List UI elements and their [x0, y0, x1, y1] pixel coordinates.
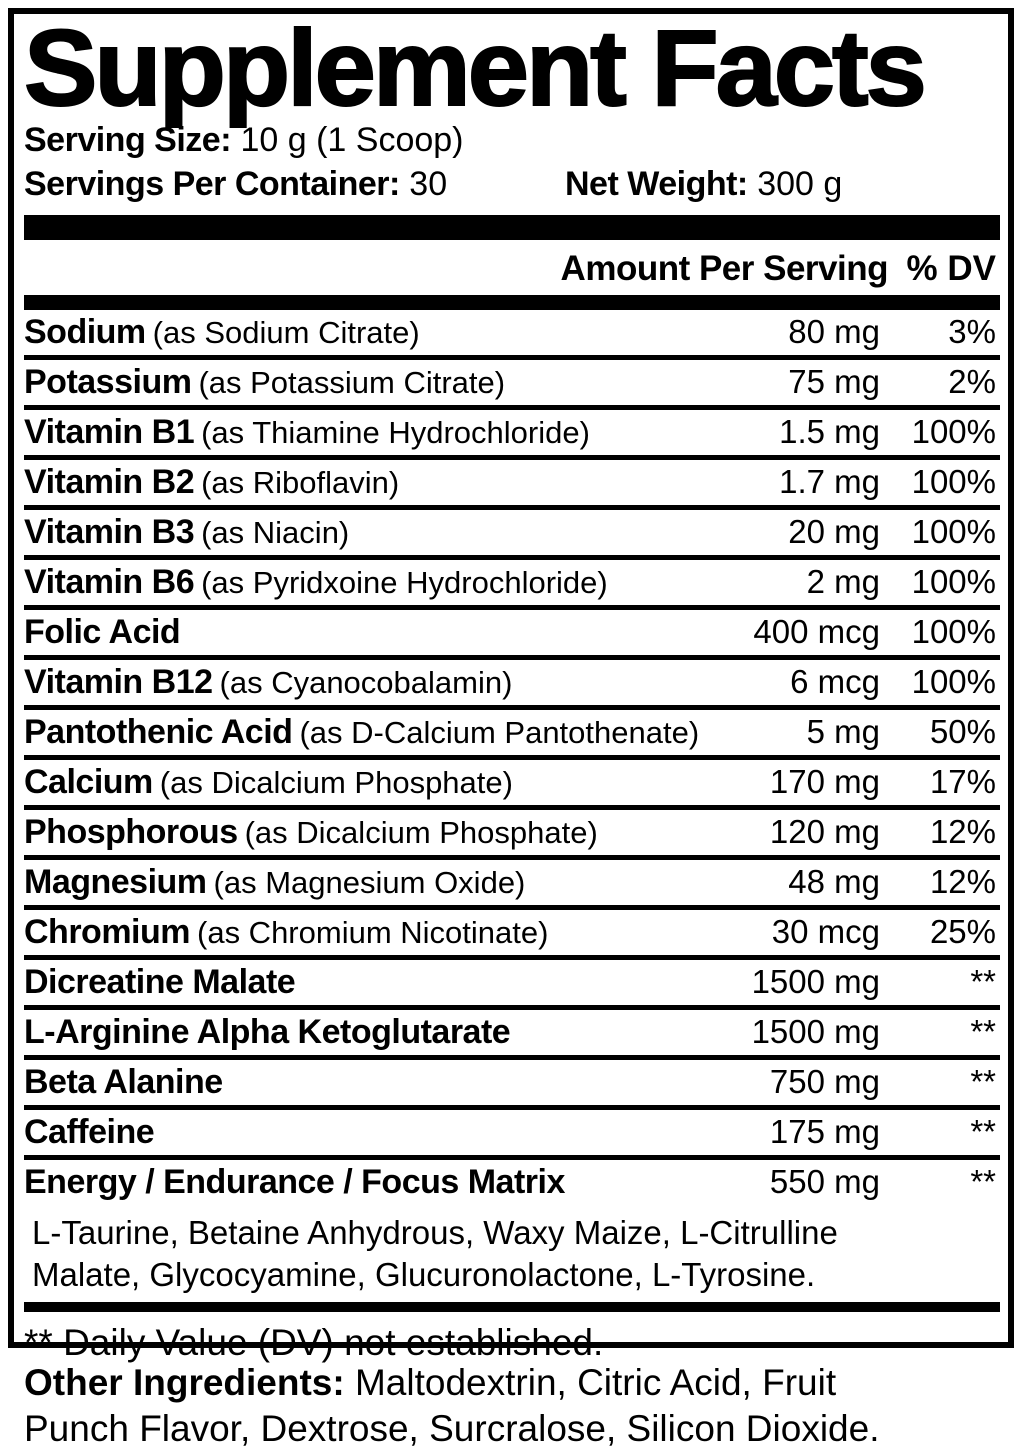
- nutrient-amount-cell: 1500 mg: [751, 1013, 880, 1050]
- nutrient-amount-cell: 170 mg: [769, 763, 880, 800]
- table-row: [24, 610, 1000, 660]
- nutrient-dv-cell: 17%: [929, 763, 996, 800]
- amount-per-serving-header: Amount Per Serving: [560, 249, 888, 288]
- nutrient-amount-cell: 750 mg: [769, 1063, 880, 1100]
- nutrient-name-cell: Calcium (as Dicalcium Phosphate): [24, 763, 513, 801]
- nutrient-name-cell: Vitamin B1 (as Thiamine Hydrochloride): [24, 413, 590, 451]
- servings-net-weight-line: [24, 162, 1000, 206]
- nutrient-name-cell: Vitamin B3 (as Niacin): [24, 513, 350, 551]
- other-ingredients: [24, 1360, 944, 1452]
- nutrient-dv-cell: **: [970, 1013, 996, 1050]
- nutrient-name-cell: Phosphorous (as Dicalcium Phosphate): [24, 813, 598, 851]
- table-row: [24, 360, 1000, 410]
- nutrient-name-cell: Vitamin B6 (as Pyridxoine Hydrochloride): [24, 563, 608, 601]
- nutrient-dv-cell: **: [970, 1163, 996, 1200]
- table-row: [24, 910, 1000, 960]
- nutrient-amount-cell: 550 mg: [769, 1163, 880, 1200]
- nutrient-name-cell: Folic Acid: [24, 613, 181, 651]
- nutrient-amount-cell: 6 mcg: [790, 663, 880, 700]
- table-row: [24, 810, 1000, 860]
- nutrient-rows: [24, 310, 1000, 1210]
- nutrient-dv-cell: 100%: [911, 563, 996, 600]
- net-weight-label: Net Weight:: [565, 165, 748, 203]
- net-weight-value: 300 g: [757, 165, 843, 203]
- table-row: [24, 1010, 1000, 1060]
- nutrient-dv-cell: **: [970, 1063, 996, 1100]
- label-title: Supplement Facts: [24, 7, 924, 128]
- divider-thick-bottom: [24, 1302, 1000, 1312]
- servings-per-container-label: Servings Per Container:: [24, 165, 400, 203]
- divider-thick-top: [24, 215, 1000, 240]
- table-header: [24, 240, 1000, 295]
- nutrient-name-cell: Vitamin B2 (as Riboflavin): [24, 463, 400, 501]
- divider-thick-header: [24, 295, 1000, 310]
- nutrient-amount-cell: 48 mg: [788, 863, 880, 900]
- nutrient-name-cell: Energy / Endurance / Focus Matrix: [24, 1163, 565, 1201]
- nutrient-dv-cell: 25%: [929, 913, 996, 950]
- nutrient-name-cell: Caffeine: [24, 1113, 155, 1151]
- daily-value-footnote: ** Daily Value (DV) not established.: [24, 1322, 604, 1363]
- nutrient-dv-cell: 2%: [948, 363, 996, 400]
- nutrient-name-cell: Dicreatine Malate: [24, 963, 296, 1001]
- nutrient-amount-cell: 20 mg: [788, 513, 880, 550]
- nutrient-dv-cell: 12%: [929, 813, 996, 850]
- table-row: [24, 710, 1000, 760]
- table-row: [24, 860, 1000, 910]
- nutrient-amount-cell: 1.7 mg: [779, 463, 880, 500]
- table-row: [24, 960, 1000, 1010]
- table-row: [24, 310, 1000, 360]
- nutrient-dv-cell: 100%: [911, 413, 996, 450]
- nutrient-amount-cell: 400 mcg: [753, 613, 880, 650]
- nutrient-amount-cell: 30 mcg: [771, 913, 880, 950]
- nutrient-name-cell: Vitamin B12 (as Cyanocobalamin): [24, 663, 513, 701]
- nutrient-dv-cell: 12%: [929, 863, 996, 900]
- nutrient-name-cell: Magnesium (as Magnesium Oxide): [24, 863, 526, 901]
- nutrient-name-cell: Pantothenic Acid (as D-Calcium Pantothenate): [24, 713, 700, 751]
- nutrient-amount-cell: 75 mg: [788, 363, 880, 400]
- table-row: [24, 760, 1000, 810]
- servings-per-container-value: 30: [409, 165, 448, 203]
- table-row: [24, 410, 1000, 460]
- nutrient-dv-cell: **: [970, 1113, 996, 1150]
- table-row: [24, 1060, 1000, 1110]
- table-row: [24, 560, 1000, 610]
- nutrient-name-cell: Chromium (as Chromium Nicotinate): [24, 913, 549, 951]
- table-row: [24, 460, 1000, 510]
- serving-size-value: 10 g (1 Scoop): [240, 121, 464, 159]
- percent-dv-header: % DV: [906, 249, 996, 288]
- nutrient-amount-cell: 120 mg: [769, 813, 880, 850]
- net-weight: [565, 162, 842, 206]
- matrix-ingredients-text: L-Taurine, Betaine Anhydrous, Waxy Maize, L-Citrulline Malate, Glycocyamine, Glucuronolactone, L-Tyrosine.: [32, 1214, 838, 1293]
- nutrient-amount-cell: 1.5 mg: [779, 413, 880, 450]
- nutrient-dv-cell: 100%: [911, 463, 996, 500]
- nutrient-name-cell: L-Arginine Alpha Ketoglutarate: [24, 1013, 511, 1051]
- nutrient-amount-cell: 5 mg: [806, 713, 880, 750]
- table-row: [24, 1160, 1000, 1210]
- nutrient-dv-cell: 100%: [911, 663, 996, 700]
- table-row: [24, 660, 1000, 710]
- supplement-facts-label: [8, 7, 1014, 1363]
- nutrient-name-cell: Potassium (as Potassium Citrate): [24, 363, 506, 401]
- other-ingredients-value: Maltodextrin, Citric Acid, Fruit Punch Flavor, Dextrose, Surcralose, Silicon Dioxide.: [24, 1362, 880, 1449]
- table-row: [24, 1110, 1000, 1160]
- nutrient-dv-cell: 100%: [911, 613, 996, 650]
- nutrient-amount-cell: 80 mg: [788, 313, 880, 350]
- other-ingredients-label: Other Ingredients:: [24, 1362, 345, 1403]
- table-row: [24, 510, 1000, 560]
- nutrient-dv-cell: 100%: [911, 513, 996, 550]
- nutrient-dv-cell: 3%: [948, 313, 996, 350]
- nutrient-amount-cell: 2 mg: [806, 563, 880, 600]
- nutrient-name-cell: Beta Alanine: [24, 1063, 223, 1101]
- serving-size-label: Serving Size:: [24, 121, 232, 159]
- nutrient-dv-cell: **: [970, 963, 996, 1000]
- nutrient-amount-cell: 1500 mg: [751, 963, 880, 1000]
- nutrient-name-cell: Sodium (as Sodium Citrate): [24, 313, 420, 351]
- nutrient-amount-cell: 175 mg: [769, 1113, 880, 1150]
- nutrient-dv-cell: 50%: [929, 713, 996, 750]
